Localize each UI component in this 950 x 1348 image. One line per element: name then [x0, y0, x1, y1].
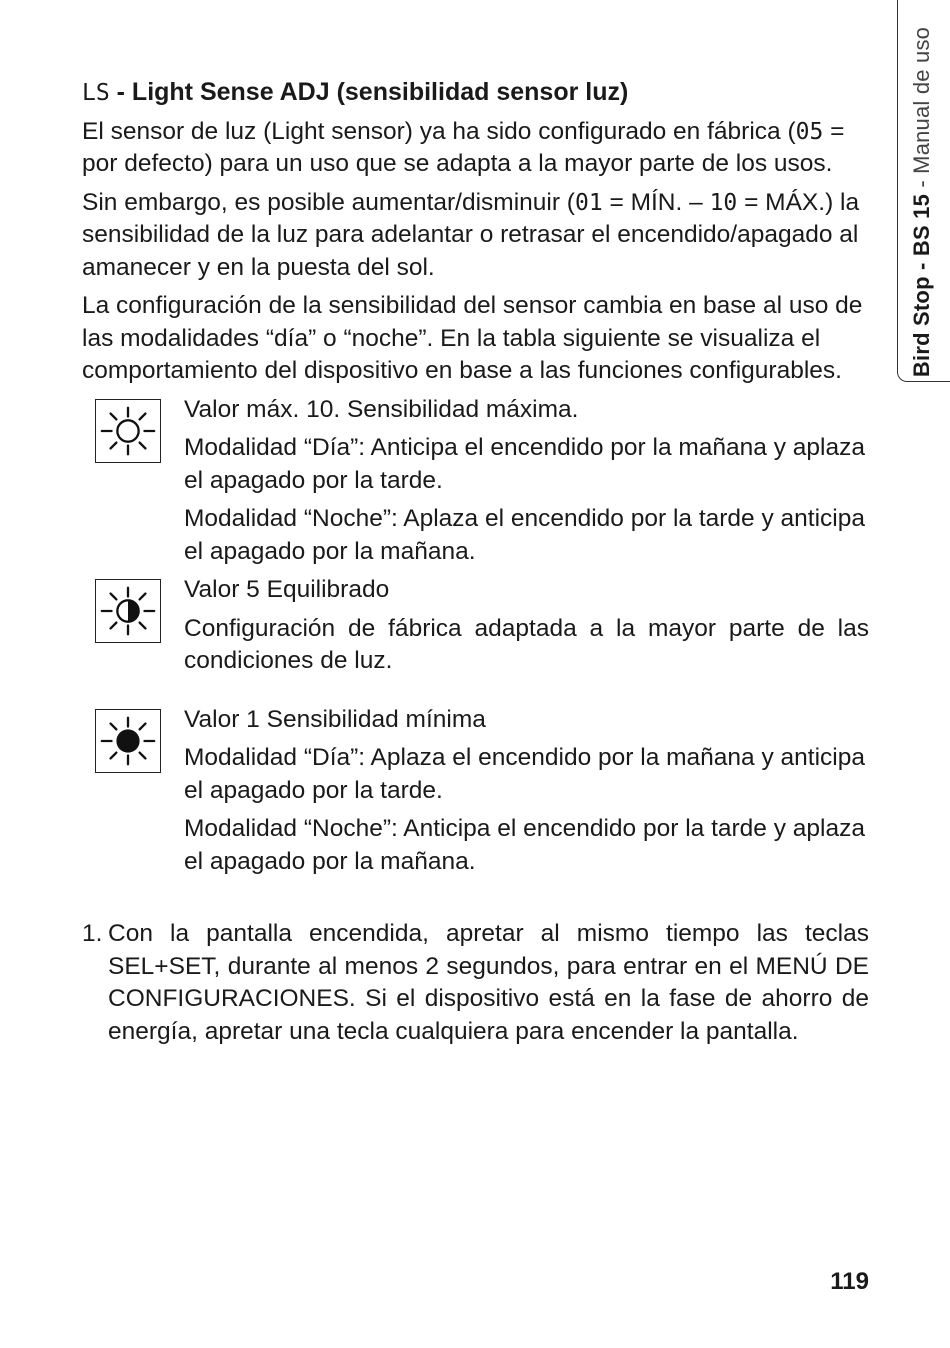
level-row-max: [82, 394, 869, 569]
main-content: [82, 76, 869, 1048]
side-manual: Manual de uso: [909, 26, 934, 174]
default-code: 05: [795, 118, 824, 145]
step-number: 1.: [82, 920, 103, 947]
level-max-night: Modalidad “Noche”: Aplaza el encendido por la tarde y anticipa el apagado por la mañana.: [184, 505, 865, 565]
level-row-min: [82, 704, 869, 879]
level-min-night: Modalidad “Noche”: Anticipa el encendido por la tarde y aplaza el apagado por la mañana.: [184, 815, 865, 875]
step-list-item: [82, 918, 869, 1048]
paragraph-1: [82, 116, 869, 181]
level-mid-title: Valor 5 Equilibrado: [184, 576, 390, 603]
sun-filled-icon: [95, 709, 161, 773]
step-text: Con la pantalla encendida, apretar al mismo tiempo las teclas SEL+SET, durante al menos 2 segundos, para entrar en el MENÚ DE CONFIGURACIONES. Si el dispositivo está en la fase de ahorro de energía, apretar una tecla cualquiera para encender la pantalla.: [108, 920, 869, 1045]
section-heading: [82, 76, 869, 110]
page-number: 119: [830, 1268, 869, 1295]
level-max-day: Modalidad “Día”: Anticipa el encendido por la mañana y aplaza el apagado por la tarde.: [184, 434, 865, 494]
level-min-day: Modalidad “Día”: Aplaza el encendido por la mañana y anticipa el apagado por la tarde.: [184, 744, 865, 804]
min-code: 01: [574, 189, 603, 216]
side-separator: -: [909, 173, 934, 194]
level-max-title: Valor máx. 10. Sensibilidad máxima.: [184, 395, 579, 423]
level-row-mid: [82, 574, 869, 678]
para2-text-b: = MÍN. –: [602, 188, 710, 216]
side-product: Bird Stop - BS 15: [909, 193, 934, 378]
paragraph-2: [82, 187, 869, 285]
sun-half-icon: [95, 579, 161, 643]
level-mid-desc: Configuración de fábrica adaptada a la mayor parte de las condiciones de luz.: [184, 614, 869, 674]
level-min-title: Valor 1 Sensibilidad mínima: [184, 705, 486, 733]
paragraph-3: La configuración de la sensibilidad del sensor cambia en base al uso de las modalidades “día” o “noche”. En la tabla siguiente se visualiza el comportamiento del dispositivo en base a las funciones configurables.: [82, 292, 863, 384]
para1-text-b: = por defecto) para un uso que se adapta a la mayor parte de los usos.: [82, 117, 845, 177]
para1-text-a: El sensor de luz (Light sensor) ya ha sido configurado en fábrica (: [82, 117, 796, 145]
heading-code: LS: [82, 80, 110, 106]
heading-title: - Light Sense ADJ (sensibilidad sensor luz): [109, 78, 629, 106]
side-title: [909, 27, 935, 377]
para2-text-a: Sin embargo, es posible aumentar/disminuir (: [82, 188, 575, 216]
sun-outline-icon: [95, 399, 161, 463]
para2-text-c: = MÁX.) la sensibilidad de la luz para adelantar o retrasar el encendido/apagado al amanecer y en la puesta del sol.: [82, 188, 860, 281]
max-code: 10: [709, 189, 738, 216]
